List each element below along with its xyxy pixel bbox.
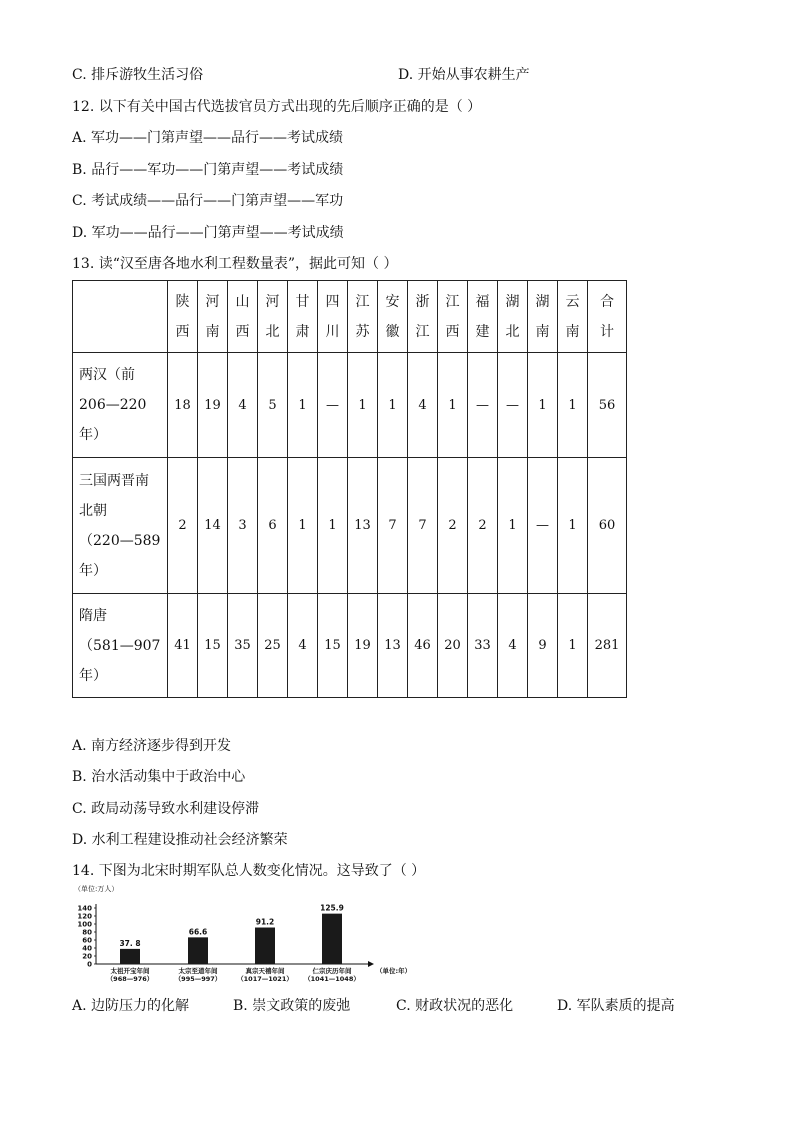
table-cell: 9 (528, 594, 558, 698)
bar-value-label: 66.6 (188, 927, 208, 937)
table-cell: 6 (258, 458, 288, 594)
x-axis-label: （单位:年） (376, 967, 412, 975)
q11-option-d: D. 开始从事农耕生产 (398, 67, 530, 83)
row-label-suitang: 隋唐 （581—907 年） (73, 594, 168, 698)
q12-stem: 12. 以下有关中国古代选拔官员方式出现的先后顺序正确的是（ ） (72, 99, 482, 115)
table-cell-total: 281 (588, 594, 627, 698)
bar-value-label: 125.9 (320, 903, 344, 913)
table-cell: 41 (168, 594, 198, 698)
table-cell: 1 (558, 594, 588, 698)
table-cell: 46 (408, 594, 438, 698)
table-cell: 7 (408, 458, 438, 594)
y-tick-label: 60 (82, 936, 92, 945)
table-cell: 1 (378, 353, 408, 458)
q12-option-b: B. 品行——军功——门第声望——考试成绩 (72, 162, 344, 178)
x-category-label: 太宗至道年间 (178, 967, 218, 975)
table-cell: 25 (258, 594, 288, 698)
header-hunan: 湖 南 (528, 281, 558, 353)
table-row (73, 594, 627, 698)
table-cell: 1 (318, 458, 348, 594)
table-cell: 20 (438, 594, 468, 698)
header-total: 合 计 (588, 281, 627, 353)
table-cell: 4 (408, 353, 438, 458)
y-axis-label: （单位:万人） (74, 885, 119, 893)
x-axis-arrow (368, 961, 374, 967)
header-shaanxi: 陕 西 (168, 281, 198, 353)
q12-option-c: C. 考试成绩——品行——门第声望——军功 (72, 193, 344, 209)
x-category-years: （995—997） (174, 975, 222, 983)
y-tick-label: 140 (77, 904, 92, 913)
table-cell: — (528, 458, 558, 594)
header-hebei: 河 北 (258, 281, 288, 353)
header-henan: 河 南 (198, 281, 228, 353)
table-header-row (73, 281, 627, 353)
q14-option-c: C. 财政状况的恶化 (396, 998, 514, 1014)
q14-stem: 14. 下图为北宋时期军队总人数变化情况。这导致了（ ） (72, 863, 426, 879)
q13-option-c: C. 政局动荡导致水利建设停滞 (72, 801, 260, 817)
x-category-label: 仁宗庆历年间 (312, 967, 352, 975)
header-sichuan: 四 川 (318, 281, 348, 353)
y-tick-label: 40 (82, 944, 92, 953)
q14-option-a: A. 边防压力的化解 (72, 998, 190, 1014)
table-cell: 1 (348, 353, 378, 458)
table-cell: 13 (378, 594, 408, 698)
y-tick-label: 20 (82, 952, 92, 961)
table-cell: 1 (558, 458, 588, 594)
table-cell: 4 (288, 594, 318, 698)
table-cell: 4 (228, 353, 258, 458)
table-cell-total: 60 (588, 458, 627, 594)
q12-option-d: D. 军功——品行——门第声望——考试成绩 (72, 225, 344, 241)
bar-chart-svg (72, 884, 412, 988)
table-cell: 3 (228, 458, 258, 594)
bar-value-label: 37. 8 (119, 938, 141, 948)
table-cell: 15 (198, 594, 228, 698)
bar-value-label: 91.2 (255, 917, 275, 927)
bar (255, 928, 275, 964)
y-tick-label: 80 (82, 928, 92, 937)
table-cell: 7 (378, 458, 408, 594)
table-cell: 14 (198, 458, 228, 594)
table-cell: — (498, 353, 528, 458)
header-jiangsu: 江 苏 (348, 281, 378, 353)
table-cell: 4 (498, 594, 528, 698)
table-row (73, 353, 627, 458)
table-cell: 19 (348, 594, 378, 698)
table-cell: 13 (348, 458, 378, 594)
q14-option-d: D. 军队素质的提高 (557, 998, 675, 1014)
q13-option-d: D. 水利工程建设推动社会经济繁荣 (72, 832, 288, 848)
q11-option-c: C. 排斥游牧生活习俗 (72, 67, 204, 83)
q13-option-a: A. 南方经济逐步得到开发 (72, 738, 232, 754)
q14-option-b: B. 崇文政策的废弛 (233, 998, 351, 1014)
row-label-han: 两汉（前 206—220 年） (73, 353, 168, 458)
row-label-sanguo: 三国两晋南 北朝 （220—589 年） (73, 458, 168, 594)
table-cell: 1 (498, 458, 528, 594)
troop-size-bar-chart (72, 884, 412, 988)
header-jiangxi: 江 西 (438, 281, 468, 353)
table-cell-total: 56 (588, 353, 627, 458)
y-tick-label: 100 (77, 920, 92, 929)
table-cell: — (468, 353, 498, 458)
y-tick-label: 120 (77, 912, 92, 921)
table-cell: 35 (228, 594, 258, 698)
header-yunnan: 云 南 (558, 281, 588, 353)
table-cell: 5 (258, 353, 288, 458)
table-cell: 1 (288, 353, 318, 458)
header-shanxi: 山 西 (228, 281, 258, 353)
bar (188, 937, 208, 964)
x-category-label: 太祖开宝年间 (110, 967, 150, 975)
table-cell: 2 (438, 458, 468, 594)
table-cell: 15 (318, 594, 348, 698)
q13-option-b: B. 治水活动集中于政治中心 (72, 769, 246, 785)
water-projects-table (72, 280, 627, 698)
header-hubei: 湖 北 (498, 281, 528, 353)
table-corner-cell (73, 281, 168, 353)
table-cell: 1 (288, 458, 318, 594)
header-anhui: 安 徽 (378, 281, 408, 353)
table-row (73, 458, 627, 594)
table-cell: 1 (528, 353, 558, 458)
bar (322, 914, 342, 964)
table-cell: 1 (558, 353, 588, 458)
q13-stem: 13. 读“汉至唐各地水利工程数量表”，据此可知（ ） (72, 256, 398, 272)
table-cell: 1 (438, 353, 468, 458)
table-cell: 33 (468, 594, 498, 698)
table-cell: 19 (198, 353, 228, 458)
x-category-years: （968—976） (106, 975, 154, 983)
bar (120, 949, 140, 964)
x-category-years: （1041—1048） (304, 975, 360, 983)
table-cell: 2 (168, 458, 198, 594)
table-cell: 18 (168, 353, 198, 458)
table-cell: — (318, 353, 348, 458)
table-cell: 2 (468, 458, 498, 594)
q12-option-a: A. 军功——门第声望——品行——考试成绩 (72, 130, 344, 146)
header-fujian: 福 建 (468, 281, 498, 353)
x-category-years: （1017—1021） (237, 975, 293, 983)
header-zhejiang: 浙 江 (408, 281, 438, 353)
y-tick-label: 0 (87, 960, 92, 969)
header-gansu: 甘 肃 (288, 281, 318, 353)
x-category-label: 真宗天禧年间 (245, 967, 285, 975)
